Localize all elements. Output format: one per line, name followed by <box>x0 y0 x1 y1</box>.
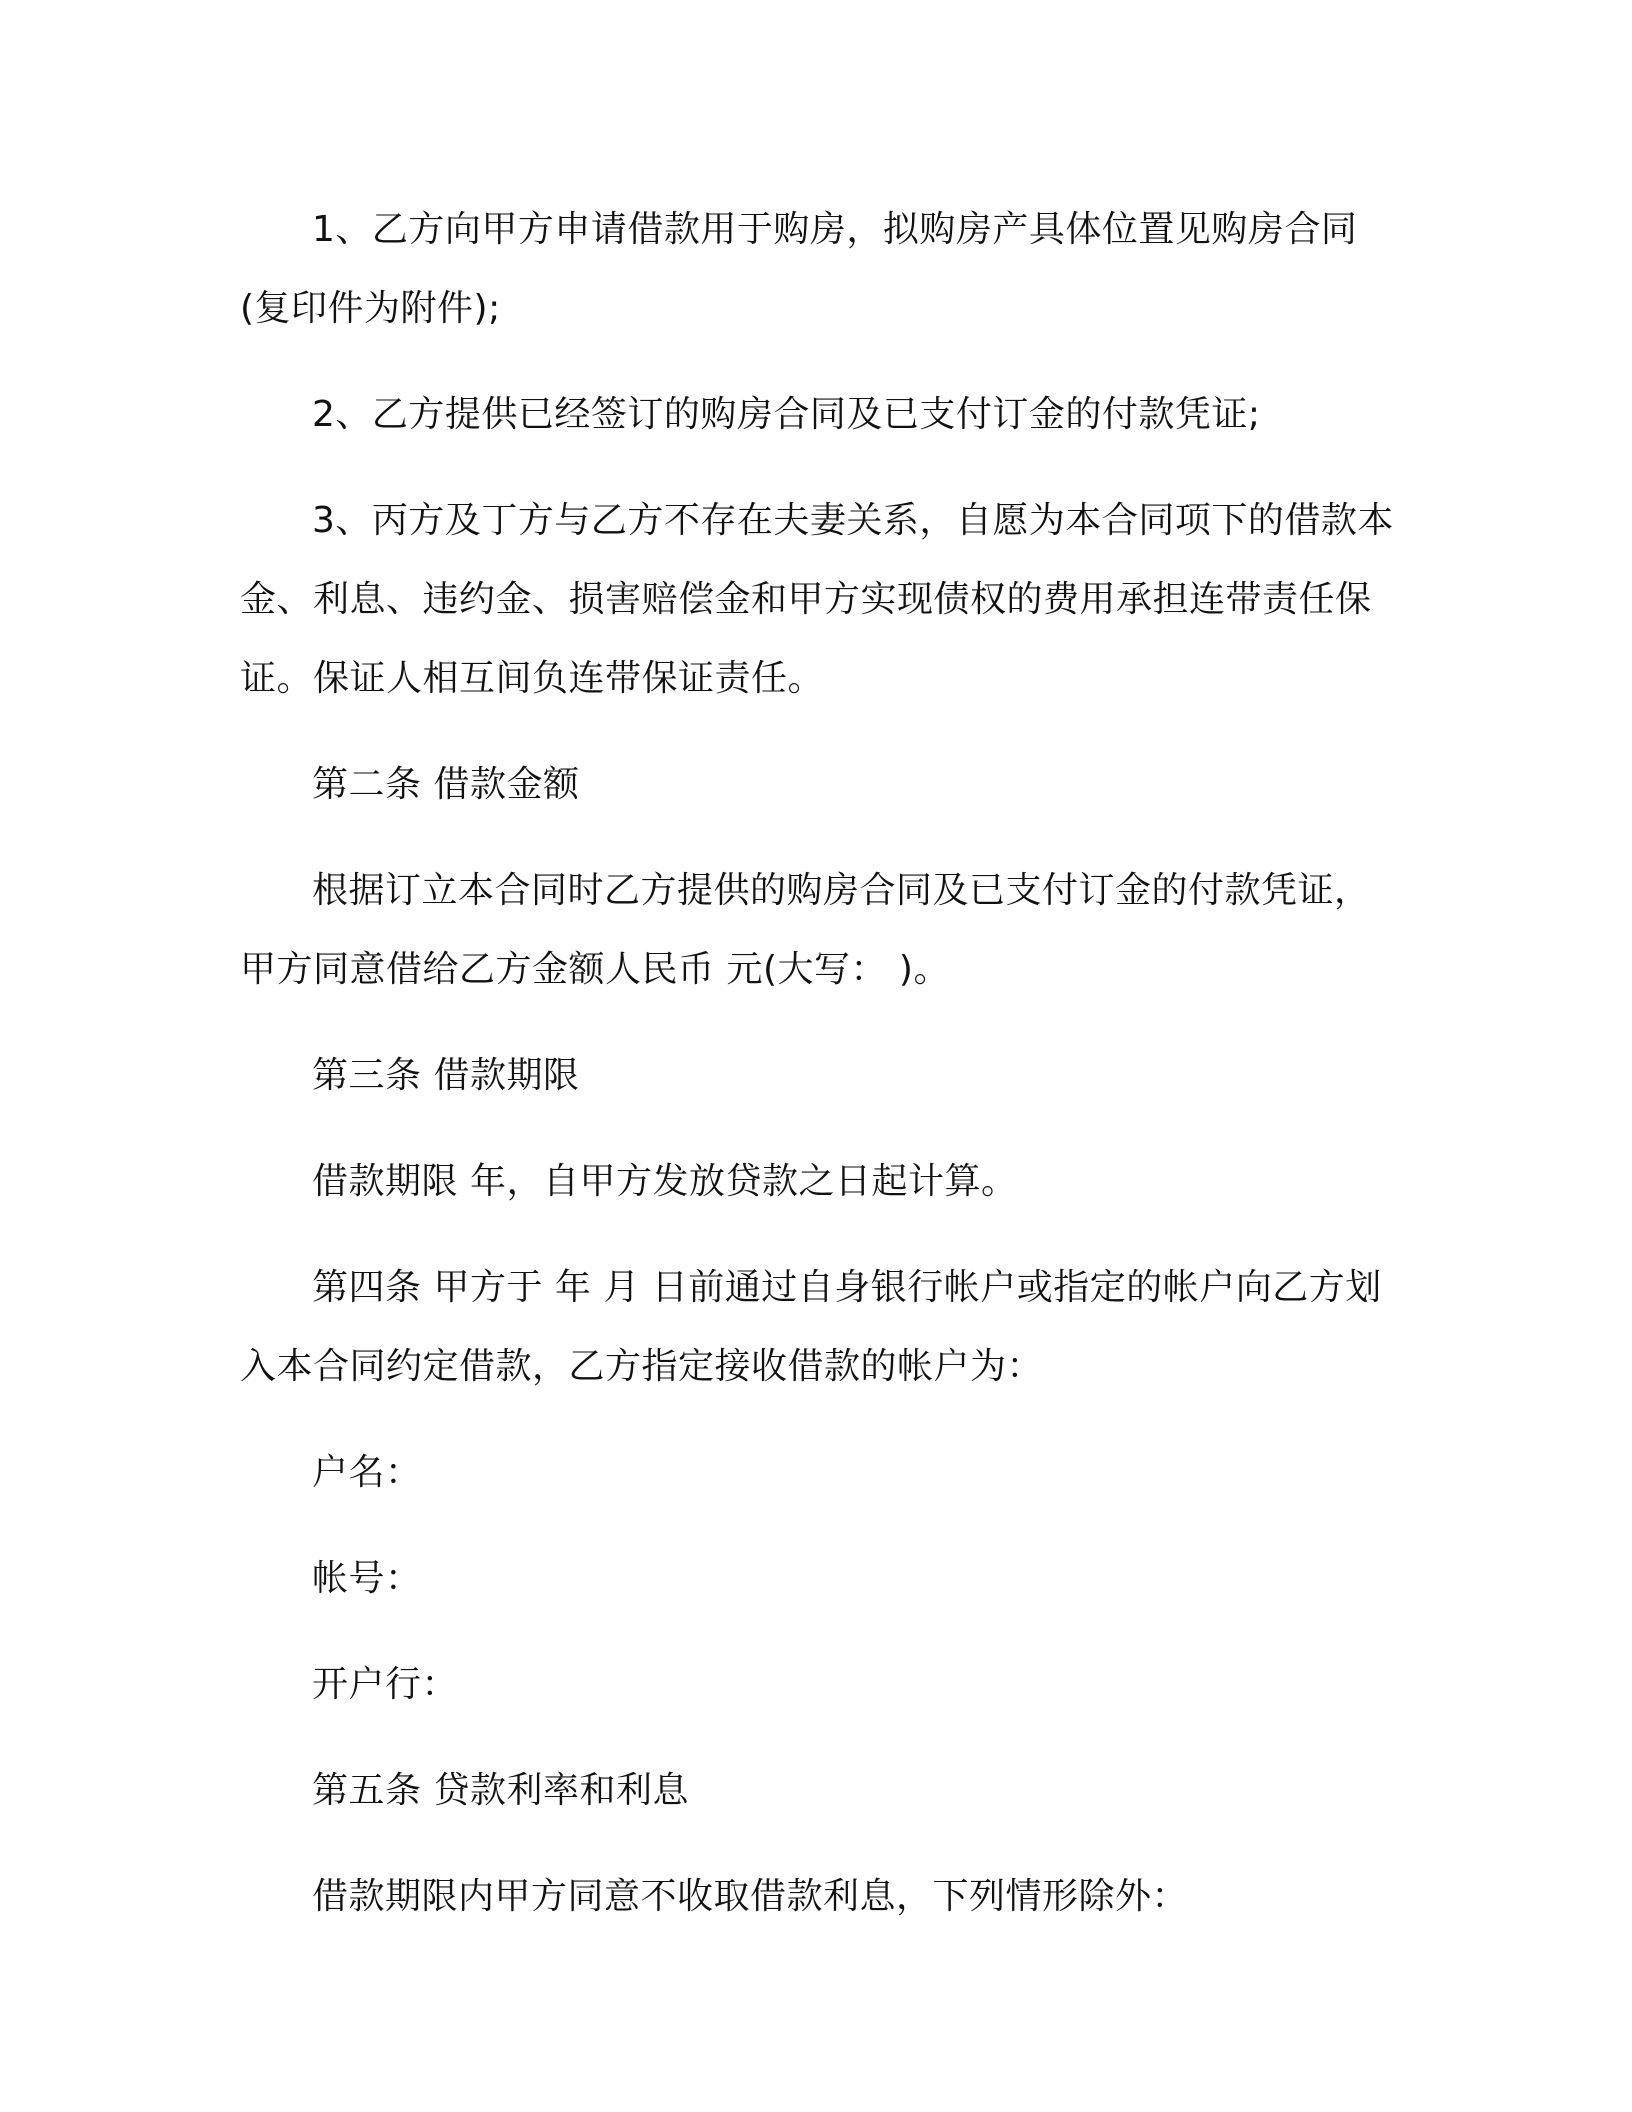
account-number-field: 帐号： <box>312 1558 422 1599</box>
article-3-body: 借款期限 年，自甲方发放贷款之日起计算。 <box>312 1161 1018 1202</box>
article-2-body: 根据订立本合同时乙方提供的购房合同及已支付订金的付款凭证，甲方同意借给乙方金额人民币 元(大写： )。 <box>240 870 1371 990</box>
article-5-heading: 第五条 贷款利率和利息 <box>312 1770 689 1811</box>
article-5-body: 借款期限内甲方同意不收取借款利息，下列情形除外： <box>312 1876 1189 1917</box>
document-body <box>240 190 1400 1936</box>
clause-2-documents: 2、乙方提供已经签订的购房合同及已支付订金的付款凭证; <box>312 394 1261 435</box>
article-4-body: 第四条 甲方于 年 月 日前通过自身银行帐户或指定的帐户向乙方划入本合同约定借款，乙方指定接收借款的帐户为： <box>240 1267 1382 1387</box>
clause-3-guarantee: 3、丙方及丁方与乙方不存在夫妻关系，自愿为本合同项下的借款本金、利息、违约金、损害赔偿金和甲方实现债权的费用承担连带责任保证。保证人相互间负连带保证责任。 <box>240 500 1394 699</box>
clause-1-purpose: 1、乙方向甲方申请借款用于购房，拟购房产具体位置见购房合同(复印件为附件); <box>240 209 1358 329</box>
article-3-heading: 第三条 借款期限 <box>312 1055 580 1096</box>
bank-branch-field: 开户行： <box>312 1664 459 1705</box>
article-2-heading: 第二条 借款金额 <box>312 764 580 805</box>
account-name-field: 户名： <box>312 1452 422 1493</box>
